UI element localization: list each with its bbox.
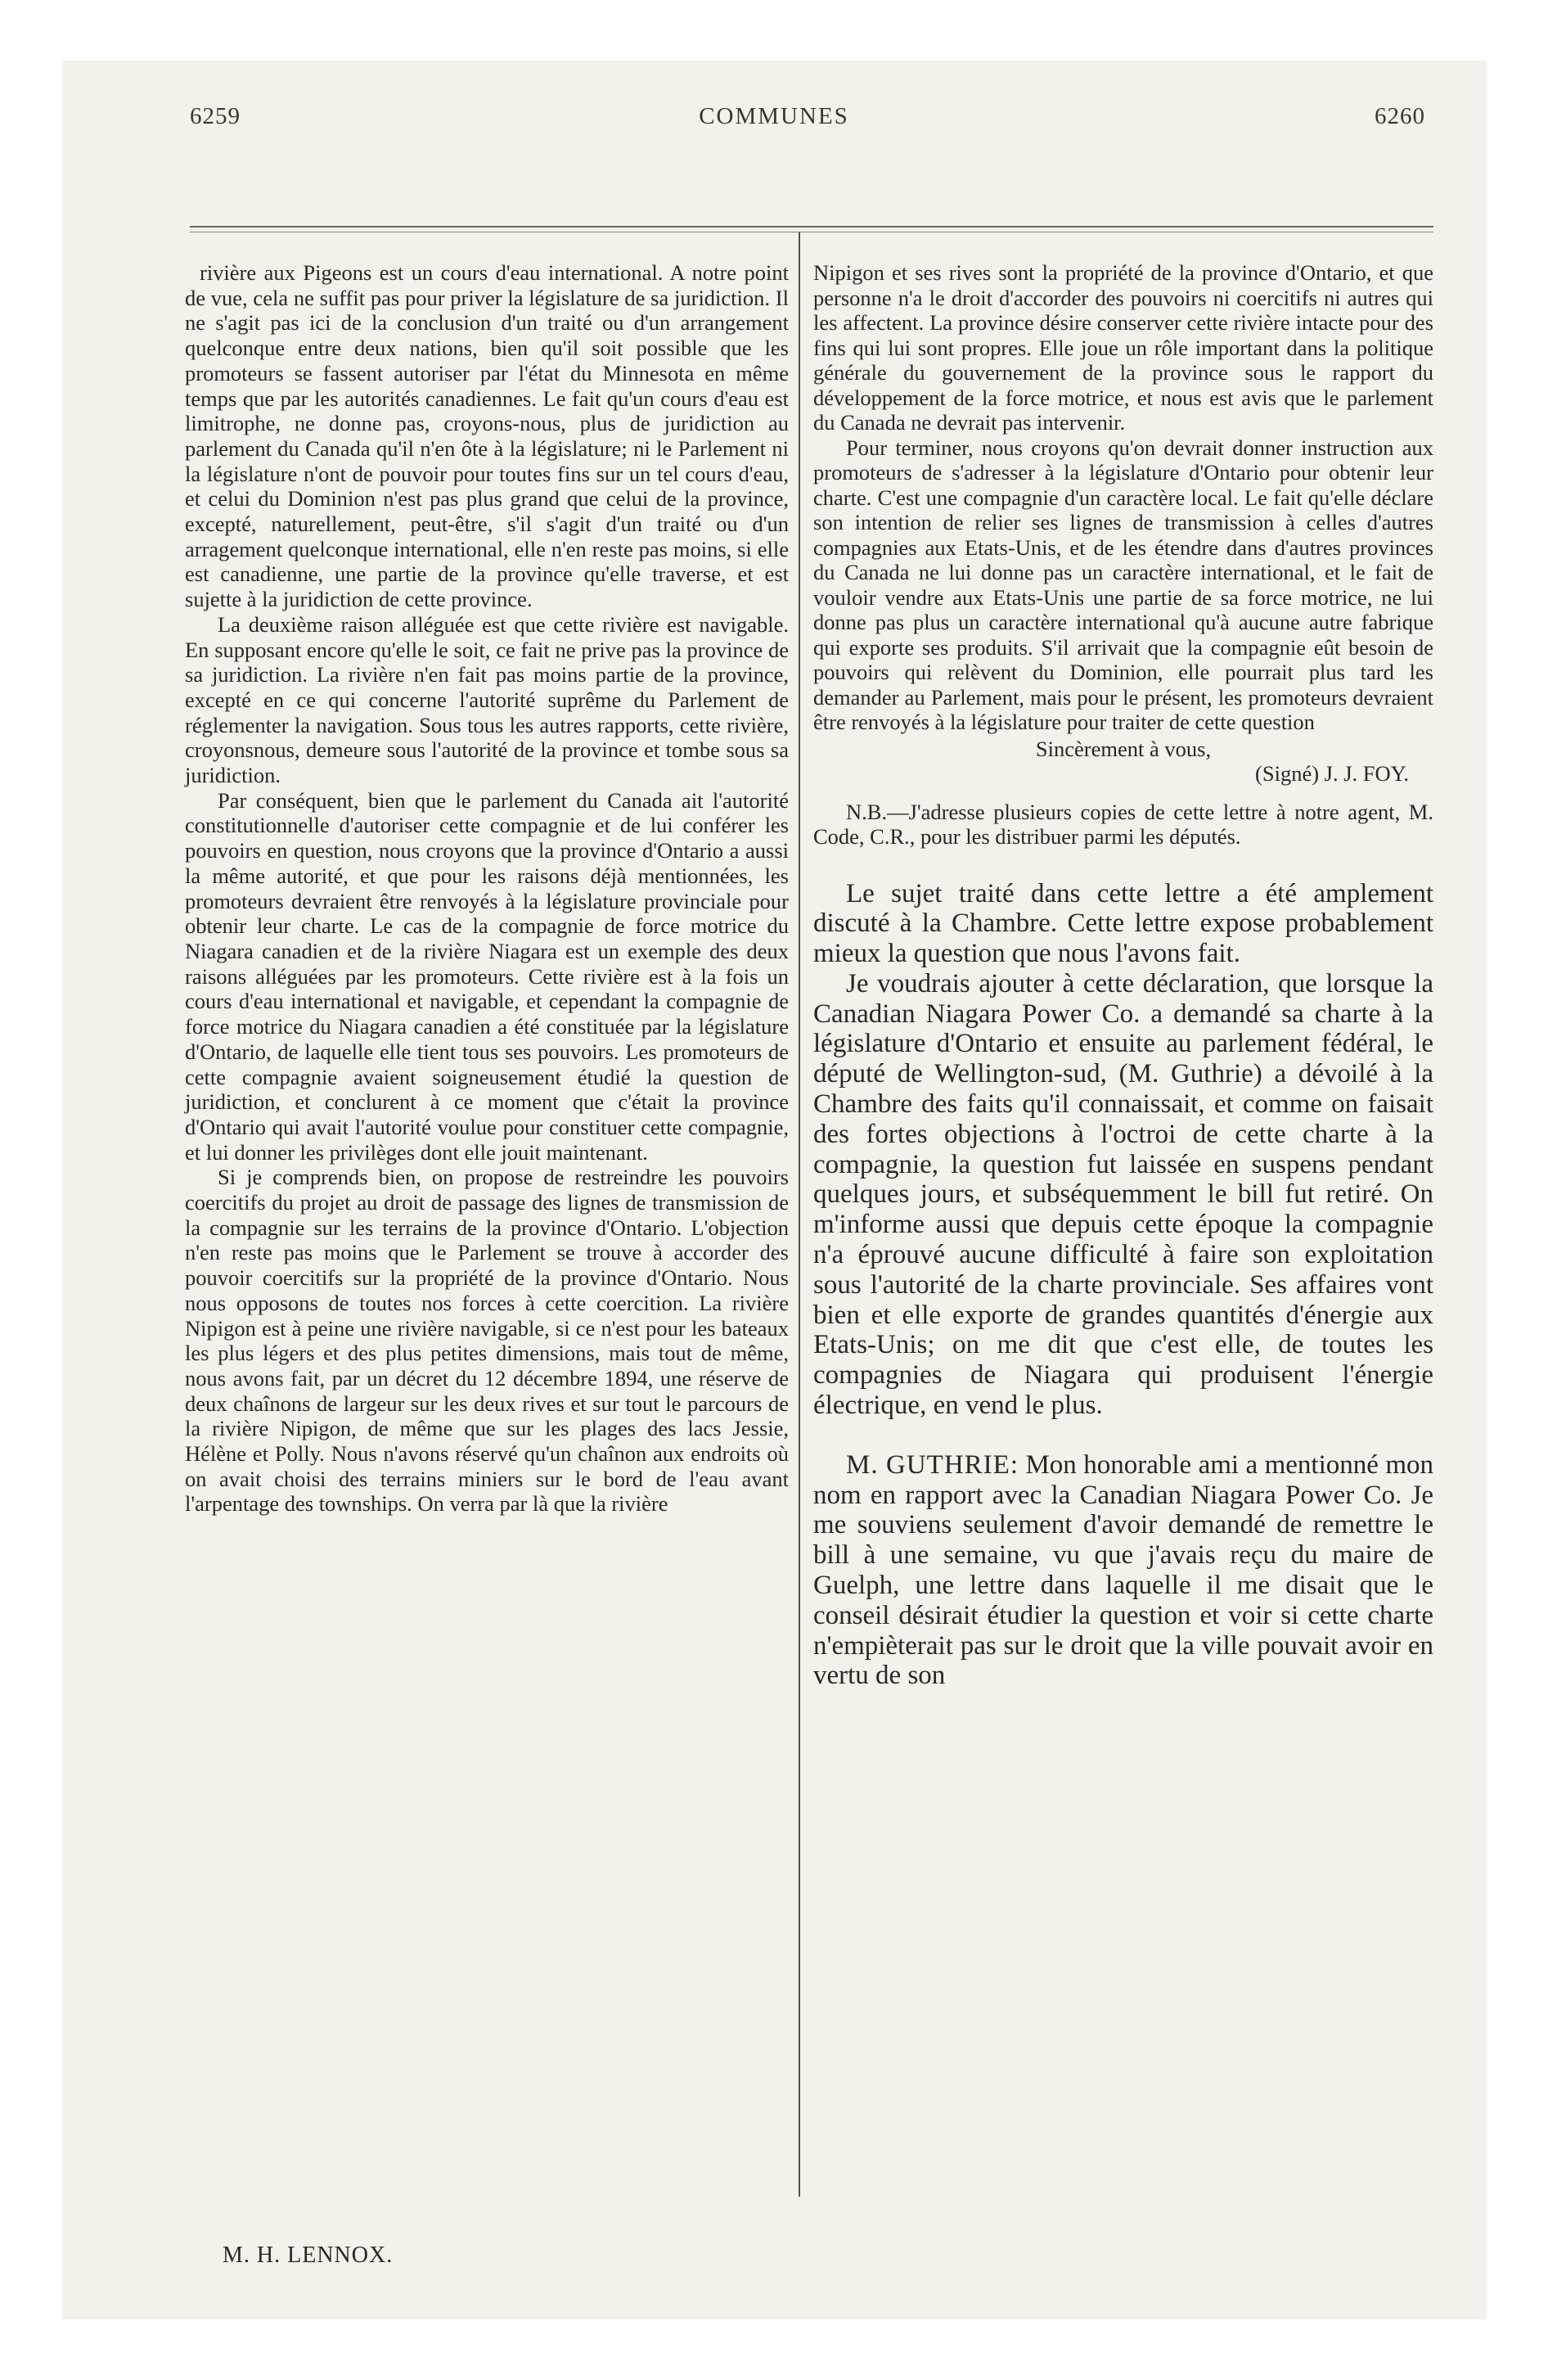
- running-title: COMMUNES: [699, 103, 849, 129]
- paragraph: Le sujet traité dans cette lettre a été amplement discuté à la Chambre. Cette lettre expose probablement mieux la question que nous l'avons fait.: [813, 878, 1433, 969]
- letter-closing: Sincèrement à vous,: [1035, 736, 1212, 761]
- page-number-left: 6259: [190, 103, 241, 129]
- letter-block: [813, 260, 1433, 850]
- paragraph: Pour terminer, nous croyons qu'on devrait donner instruction aux promoteurs de s'adresser à la législature d'Ontario pour obtenir leur charte. C'est une compagnie d'un caractère local. Le fait qu'elle déclare son intention de relier ses lignes de transmission à celles d'autres compagnies aux Etats-Unis, et de les étendre dans d'autres provinces du Canada ne lui donne pas un caractère international, et le fait de vouloir vendre aux Etats-Unis une partie de sa force motrice, ne lui donne pas plus un caractère international qu'à aucune autre fabrique qui exporte ses produits. S'il arrivait que la compagnie eût besoin de pouvoirs qui relèvent du Dominion, elle pourrait plus tard les demander au Parlement, mais pour le présent, les promoteurs devraient être renvoyés à la législature pour traiter de cette question: [813, 435, 1433, 734]
- header-rule: [190, 226, 1433, 228]
- speaker-label: M. GUTHRIE:: [846, 1449, 1019, 1480]
- page-number-right: 6260: [1375, 103, 1425, 129]
- right-column: [813, 260, 1433, 1691]
- guthrie-paragraph: [813, 1450, 1433, 1691]
- page-header: [0, 103, 1548, 136]
- paragraph: rivière aux Pigeons est un cours d'eau international. A notre point de vue, cela ne suffit pas pour priver la législature de sa juridiction. Il ne s'agit pas ici de la conclusion d'un traité ou d'un arrangement quelconque entre deux nations, bien qu'il soit possible que les promoteurs se fassent autoriser par l'état du Minnesota en même temps que par les autorités canadiennes. Le fait qu'un cours d'eau est limitrophe, ne donne pas, croyons-nous, plus de juridiction au parlement du Canada qu'il n'en ôte à la législature; ni le Parlement ni la législature n'ont de pouvoir pour toutes fins sur un tel cours d'eau, et celui du Dominion n'est pas plus grand que celui de la province, excepté, naturellement, peut-être, s'il s'agit d'un traité ou d'un arragement quelconque international, elle n'en reste pas moins, si elle est canadienne, une partie de la province qu'elle traverse, et est sujette à la juridiction de cette province.: [185, 260, 789, 612]
- speaker-label: M. H. LENNOX.: [223, 2243, 394, 2268]
- paragraph: Nipigon et ses rives sont la propriété de la province d'Ontario, et que personne n'a le droit d'accorder des pouvoirs ni coercitifs ni autres qui les affectent. La province désire conserver cette rivière intacte pour des fins qui lui sont propres. Elle joue un rôle important dans la politique générale du gouvernement de la province sous le rapport du développement de la force motrice, et nous est avis que le parlement du Canada ne devrait pas intervenir.: [813, 260, 1433, 435]
- paragraph: La deuxième raison alléguée est que cette rivière est navigable. En supposant encore qu'elle le soit, ce fait ne prive pas la province de sa juridiction. La rivière n'en fait pas moins partie de la province, excepté en ce qui concerne l'autorité suprême du Parlement de réglementer la navigation. Sous tous les autres rapports, cette rivière, croyonsnous, demeure sous l'autorité de la province et tombe sous sa juridiction.: [185, 611, 789, 788]
- paragraph: Par conséquent, bien que le parlement du Canada ait l'autorité constitutionnelle d'autoriser cette compagnie et de lui conférer les pouvoirs en question, nous croyons que la province d'Ontario a aussi la même autorité, et que pour les raisons déjà mentionnées, les promoteurs devraient être renvoyés à la législature provinciale pour obtenir leur charte. Le cas de la compagnie de force motrice du Niagara canadien et de la rivière Niagara est un exemple des deux raisons alléguées par les promoteurs. Cette rivière est à la fois un cours d'eau international et navigable, et cependant la compagnie de force motrice du Niagara canadien a été constituée par la législature d'Ontario, de laquelle elle tient tous ses pouvoirs. Les promoteurs de cette compagnie avaient soigneusement étudié la question de juridiction, et conclurent à ce moment que c'était la province d'Ontario qui avait l'autorité voulue pour constituer cette compagnie, et lui donner les privilèges dont elle jouit maintenant.: [185, 787, 789, 1165]
- letter-signature: (Signé) J. J. FOY.: [1255, 761, 1409, 786]
- left-column: [185, 260, 789, 1517]
- paragraph: Si je comprends bien, on propose de restreindre les pouvoirs coercitifs du projet au droit de passage des lignes de transmission de la compagnie sur les terrains de la province d'Ontario. L'objection n'en reste pas moins que le Parlement se trouve à accorder des pouvoir coercitifs sur la propriété de la province d'Ontario. Nous nous opposons de toutes nos forces à cette coercition. La rivière Nipigon est à peine une rivière navigable, si ce n'est pour les bateaux les plus légers et des plus petites dimensions, mais tout de même, nous avons fait, par un décret du 12 décembre 1894, une réserve de deux chaînons de largeur sur les deux rives et sur tout le parcours de la rivière Nipigon, de même que sur les plages des lacs Jessie, Hélène et Polly. Nous n'avons réservé qu'un chaînon aux endroits où on avait choisi des terrains miniers sur le bord de l'eau avant l'arpentage des townships. On verra par là que la rivière: [185, 1165, 789, 1517]
- letter-note: N.B.—J'adresse plusieurs copies de cette lettre à notre agent, M. Code, C.R., pour les distribuer parmi les députés.: [813, 799, 1433, 849]
- column-divider: [799, 232, 800, 2197]
- speech-text: Mon honorable ami a mentionné mon nom en rapport avec la Canadian Niagara Power Co. Je me souviens seulement d'avoir demandé de remettre le bill à une semaine, vu que j'avais reçu du maire de Guelph, une lettre dans laquelle il me disait que le conseil désirait étudier la question et voir si cette charte n'empièterait pas sur le droit que la ville pouvait avoir en vertu de son: [813, 1449, 1433, 1691]
- paragraph: Je voudrais ajouter à cette déclaration, que lorsque la Canadian Niagara Power Co. a demandé sa charte à la législature d'Ontario et ensuite au parlement fédéral, le député de Wellington-sud, (M. Guthrie) a dévoilé à la Chambre des faits qu'il connaissait, et comme on faisait des fortes objections à l'octroi de cette charte à la compagnie, la question fut laissée en suspens pendant quelques jours, et subséquemment le bill fut retiré. On m'informe aussi que depuis cette époque la compagnie n'a éprouvé aucune difficulté à faire son exploitation sous l'autorité de la charte provinciale. Ses affaires vont bien et elle exporte de grandes quantités d'énergie aux Etats-Unis; on me dit que c'est elle, de toutes les compagnies de Niagara qui produisent l'énergie électrique, en vend le plus.: [813, 968, 1433, 1421]
- speech-block: [813, 879, 1433, 1692]
